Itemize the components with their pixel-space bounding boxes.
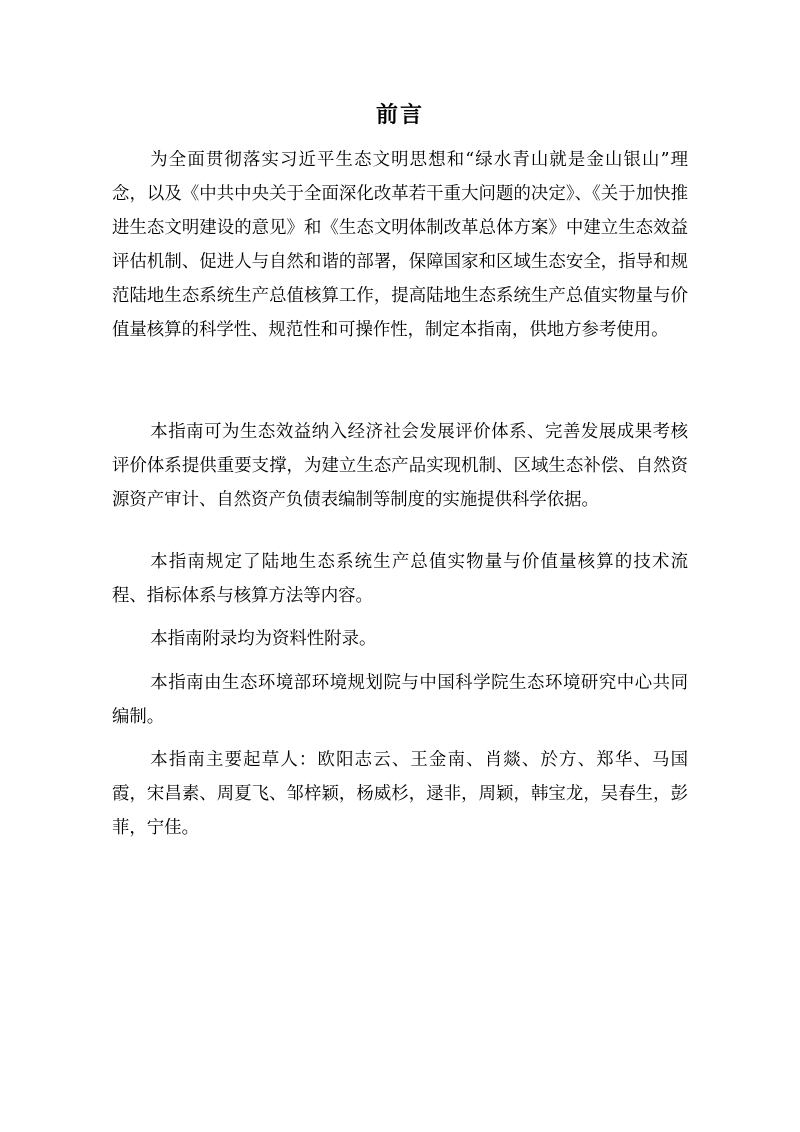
paragraph-compilers: 本指南由生态环境部环境规划院与中国科学院生态环境研究中心共同编制。 [112,673,688,727]
page-title: 前言 [375,103,424,128]
paragraph-purpose: 为全面贯彻落实习近平生态文明思想和“绿水青山就是金山银山”理念，以及《中共中央关于全面深化改革若干重大问题的决定》、《关于加快推进生态文明建设的意见》和《生态文明体制改革总体方案》中建立生态效益评估机制、促进人与自然和谐的部署，保障国家和区域生态安全，指导和规范陆地生态系统生产总值核算工作，提高陆地生态系统生产总值实物量与价值量核算的科学性、规范性和可操作性，制定本指南，供地方参考使用。 [112,150,688,340]
paragraph-appendix: 本指南附录均为资料性附录。 [150,629,377,649]
paragraph-scope: 本指南规定了陆地生态系统生产总值实物量与价值量核算的技术流程、指标体系与核算方法等内容。 [112,552,688,606]
paragraph-drafters: 本指南主要起草人：欧阳志云、王金南、肖燚、於方、郑华、马国霞，宋昌素、周夏飞、邹梓颖，杨威杉，逯非，周颖，韩宝龙，吴春生，彭菲，宁佳。 [112,750,688,838]
paragraph-support: 本指南可为生态效益纳入经济社会发展评价体系、完善发展成果考核评价体系提供重要支撑，为建立生态产品实现机制、区域生态补偿、自然资源资产审计、自然资产负债表编制等制度的实施提供科学依据。 [112,422,688,510]
